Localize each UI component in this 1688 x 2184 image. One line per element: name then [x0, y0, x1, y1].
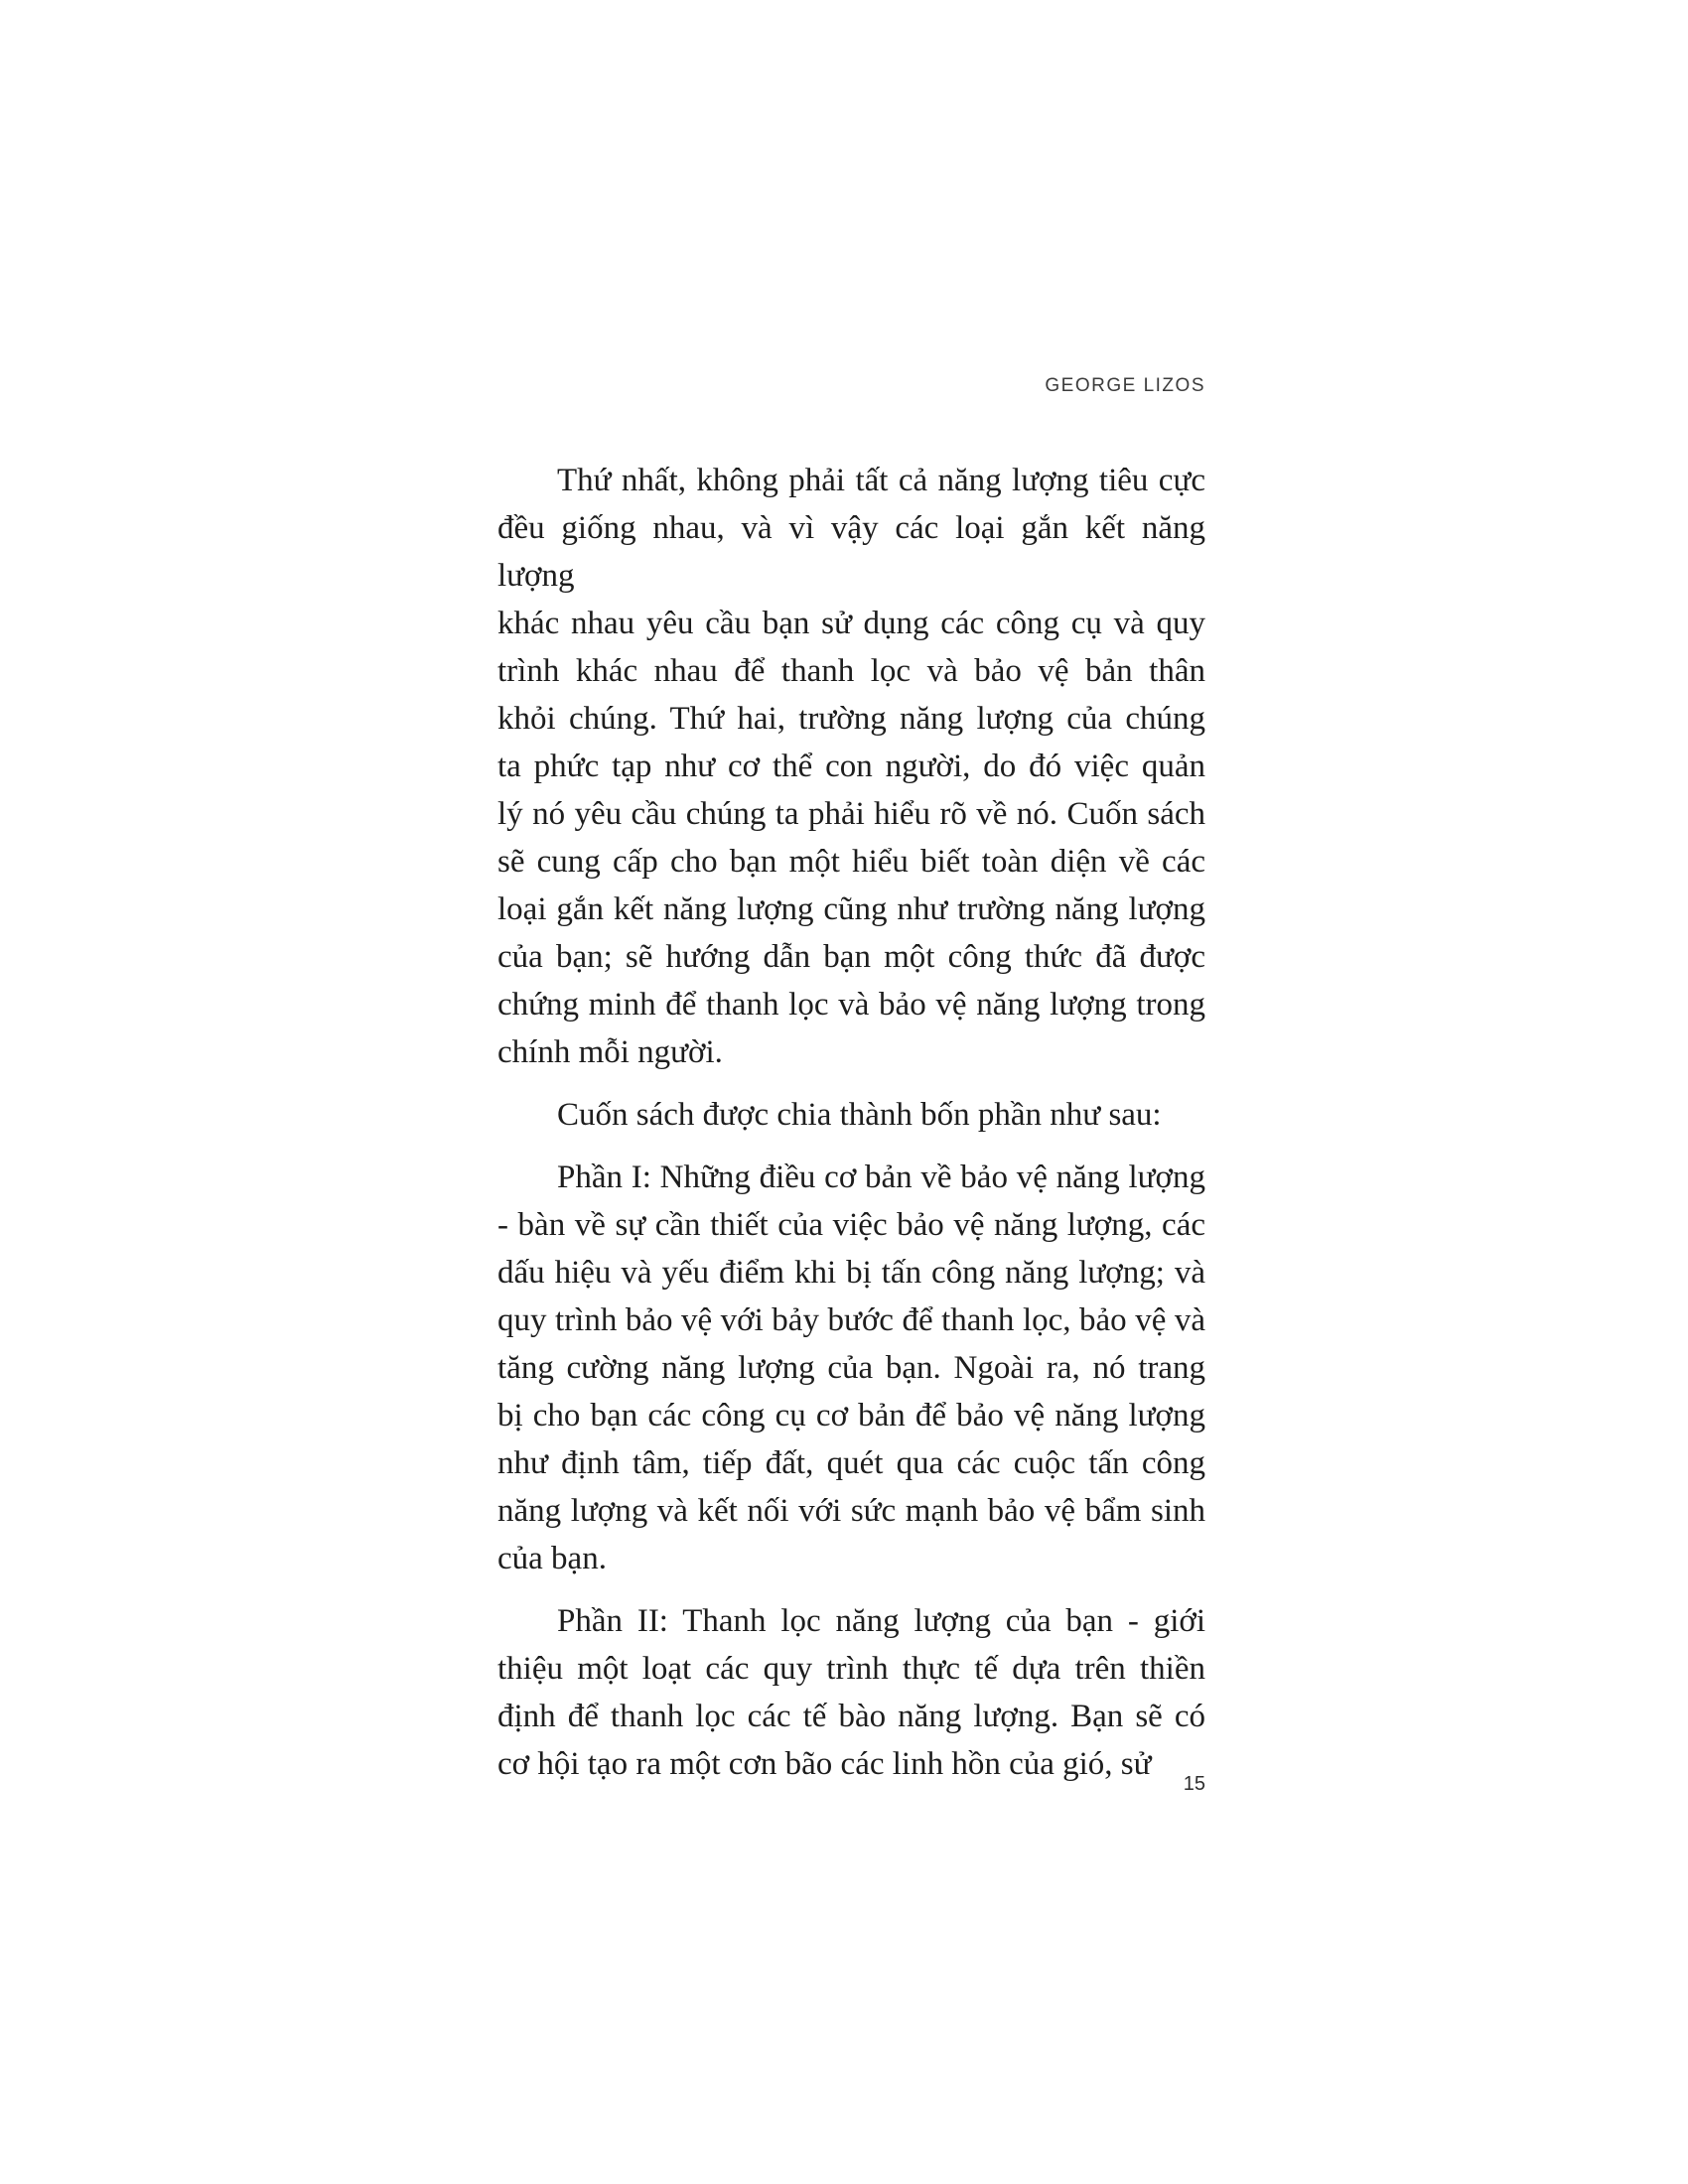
page-number: 15: [1183, 1773, 1205, 1795]
text-line: của bạn; sẽ hướng dẫn bạn một công thức đã được: [497, 939, 1205, 975]
body-text-block: [497, 457, 1205, 1788]
text-line: khỏi chúng. Thứ hai, trường năng lượng của chúng: [497, 701, 1205, 737]
running-header-author: GEORGE LIZOS: [1045, 375, 1205, 396]
text-line: - bàn về sự cần thiết của việc bảo vệ năng lượng, các: [497, 1207, 1205, 1243]
text-line: định để thanh lọc các tế bào năng lượng. Bạn sẽ có: [497, 1699, 1205, 1734]
text-line: khác nhau yêu cầu bạn sử dụng các công cụ và quy: [497, 606, 1205, 641]
text-line: chứng minh để thanh lọc và bảo vệ năng lượng trong: [497, 987, 1205, 1023]
text-line: tăng cường năng lượng của bạn. Ngoài ra, nó trang: [497, 1350, 1205, 1386]
text-line: Thứ nhất, không phải tất cả năng lượng tiêu cực: [557, 463, 1205, 498]
text-line: chính mỗi người.: [497, 1034, 723, 1070]
text-line: của bạn.: [497, 1541, 607, 1576]
text-line: thiệu một loạt các quy trình thực tế dựa trên thiền: [497, 1651, 1205, 1687]
text-line: cơ hội tạo ra một cơn bão các linh hồn của gió, sử: [497, 1746, 1152, 1782]
text-line: đều giống nhau, và vì vậy các loại gắn kết năng lượng: [497, 510, 1205, 594]
text-line: sẽ cung cấp cho bạn một hiểu biết toàn diện về các: [497, 844, 1205, 880]
text-line: lý nó yêu cầu chúng ta phải hiểu rõ về nó. Cuốn sách: [497, 796, 1205, 832]
paragraph: [497, 457, 1205, 1076]
paragraph: [497, 1091, 1205, 1139]
text-line: quy trình bảo vệ với bảy bước để thanh lọc, bảo vệ và: [497, 1302, 1205, 1338]
text-line: dấu hiệu và yếu điểm khi bị tấn công năng lượng; và: [497, 1255, 1205, 1291]
text-line: như định tâm, tiếp đất, quét qua các cuộc tấn công: [497, 1445, 1205, 1481]
paragraph: [497, 1154, 1205, 1582]
text-line: Phần I: Những điều cơ bản về bảo vệ năng lượng: [557, 1160, 1205, 1195]
text-line: bị cho bạn các công cụ cơ bản để bảo vệ năng lượng: [497, 1398, 1205, 1433]
text-line: trình khác nhau để thanh lọc và bảo vệ bản thân: [497, 653, 1205, 689]
paragraph: [497, 1597, 1205, 1788]
text-line: Cuốn sách được chia thành bốn phần như sau:: [557, 1097, 1162, 1133]
text-line: Phần II: Thanh lọc năng lượng của bạn - giới: [557, 1603, 1205, 1639]
text-line: loại gắn kết năng lượng cũng như trường năng lượng: [497, 891, 1205, 927]
text-line: năng lượng và kết nối với sức mạnh bảo vệ bẩm sinh: [497, 1493, 1205, 1529]
text-line: ta phức tạp như cơ thể con người, do đó việc quản: [497, 749, 1205, 784]
